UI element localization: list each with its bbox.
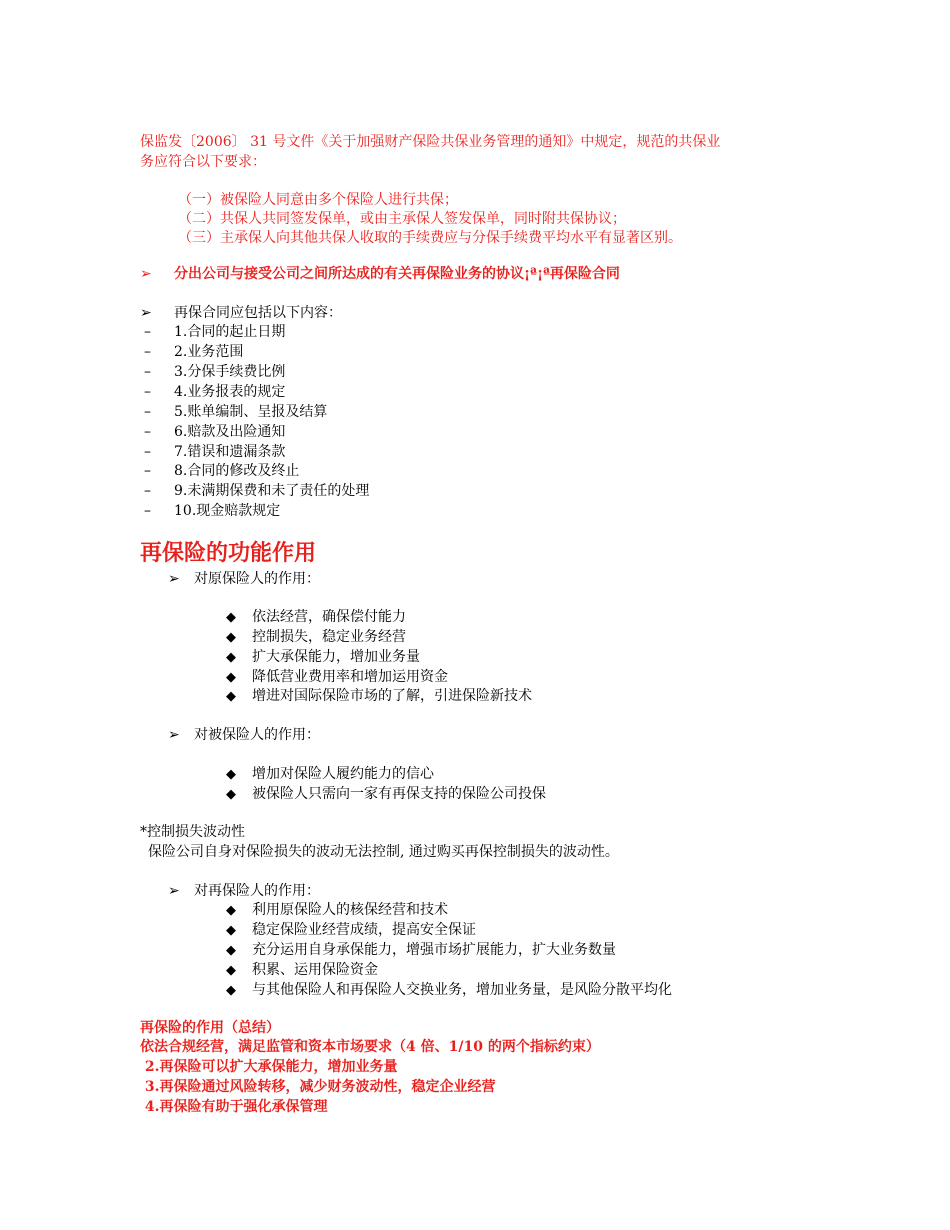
diamond-bullet-icon: ◆ [226,787,236,802]
diamond-bullet-icon: ◆ [226,923,236,938]
diamond-bullet-icon: ◆ [226,983,236,998]
dash-bullet-icon: – [144,463,151,479]
list-item: ◆ 积累、运用保险资金 [226,960,378,981]
note-text: 保险公司自身对保险损失的波动无法控制, 通过购买再保控制损失的波动性。 [148,844,619,860]
summary-line: 4.再保险有助于强化承保管理 [140,1099,328,1115]
dash-bullet-icon: – [144,483,151,499]
contract-item: – 10.现金赔款规定 [144,503,281,519]
reinsurer-heading: ➢ 对再保险人的作用： [168,883,320,899]
contract-item: – 2.业务范围 [144,344,244,360]
dash-bullet-icon: – [144,503,151,519]
dash-bullet-icon: – [144,344,151,360]
dash-bullet-icon: – [144,324,151,340]
contract-item: – 8.合同的修改及终止 [144,463,300,479]
contract-item: – 4.业务报表的规定 [144,384,286,400]
intro-item-1: （一）被保险人同意由多个保险人进行共保； [178,192,458,208]
dash-bullet-icon: – [144,404,151,420]
insured-heading: ➢ 对被保险人的作用： [168,727,320,743]
list-item: ◆ 扩大承保能力，增加业务量 [226,647,420,668]
contract-item: – 9.未满期保费和未了责任的处理 [144,483,370,499]
contract-item: – 6.赔款及出险通知 [144,424,286,440]
intro-line-1: 保监发〔2006〕 31 号文件《关于加强财产保险共保业务管理的通知》中规定，规范的共保业 [140,134,721,150]
list-item: ◆ 控制损失，稳定业务经营 [226,627,406,648]
summary-line: 2.再保险可以扩大承保能力，增加业务量 [140,1059,398,1075]
list-item: ◆ 依法经营，确保偿付能力 [226,607,406,628]
summary-line: 依法合规经营，满足监管和资本市场要求（4 倍、1/10 的两个指标约束） [140,1039,600,1055]
list-item: ◆ 稳定保险业经营成绩，提高安全保证 [226,920,476,941]
dash-bullet-icon: – [144,424,151,440]
dash-bullet-icon: – [144,444,151,460]
intro-line-2: 务应符合以下要求： [140,154,266,170]
arrow-bullet-icon: ➢ [168,571,180,587]
list-item: ◆ 充分运用自身承保能力，增强市场扩展能力，扩大业务数量 [226,940,616,961]
arrow-bullet-icon: ➢ [168,883,180,899]
original-heading: ➢ 对原保险人的作用： [168,571,320,587]
definition-line [140,264,620,284]
contract-item: – 3.分保手续费比例 [144,364,286,380]
contract-heading [140,303,342,323]
diamond-bullet-icon: ◆ [226,630,236,645]
diamond-bullet-icon: ◆ [226,670,236,685]
summary-line: 3.再保险通过风险转移，减少财务波动性，稳定企业经营 [140,1079,496,1095]
definition-text: 分出公司与接受公司之间所达成的有关再保险业务的协议¡ª¡ª再保险合同 [174,266,620,282]
contract-item: – 1.合同的起止日期 [144,324,286,340]
dash-bullet-icon: – [144,384,151,400]
section-title: 再保险的功能作用 [140,541,317,566]
list-item: ◆ 增加对保险人履约能力的信心 [226,764,434,785]
list-item: ◆ 利用原保险人的核保经营和技术 [226,900,448,921]
diamond-bullet-icon: ◆ [226,650,236,665]
arrow-bullet-icon: ➢ [140,305,152,321]
note-title: *控制损失波动性 [140,824,245,840]
list-item: ◆ 增进对国际保险市场的了解，引进保险新技术 [226,686,532,707]
contract-item: – 7.错误和遗漏条款 [144,444,286,460]
list-item: ◆ 降低营业费用率和增加运用资金 [226,667,448,688]
list-item: ◆ 与其他保险人和再保险人交换业务，增加业务量，是风险分散平均化 [226,980,672,1001]
arrow-bullet-icon: ➢ [140,266,152,282]
diamond-bullet-icon: ◆ [226,767,236,782]
arrow-bullet-icon: ➢ [168,727,180,743]
contract-item: – 5.账单编制、呈报及结算 [144,404,328,420]
diamond-bullet-icon: ◆ [226,943,236,958]
intro-item-2: （二）共保人共同签发保单，或由主承保人签发保单，同时附共保协议； [178,211,626,227]
dash-bullet-icon: – [144,364,151,380]
diamond-bullet-icon: ◆ [226,903,236,918]
diamond-bullet-icon: ◆ [226,689,236,704]
diamond-bullet-icon: ◆ [226,963,236,978]
intro-item-3: （三）主承保人向其他共保人收取的手续费应与分保手续费平均水平有显著区别。 [178,230,682,246]
diamond-bullet-icon: ◆ [226,610,236,625]
contract-heading-text: 再保合同应包括以下内容： [174,305,342,321]
list-item: ◆ 被保险人只需向一家有再保支持的保险公司投保 [226,784,546,805]
summary-title: 再保险的作用（总结） [140,1020,280,1036]
